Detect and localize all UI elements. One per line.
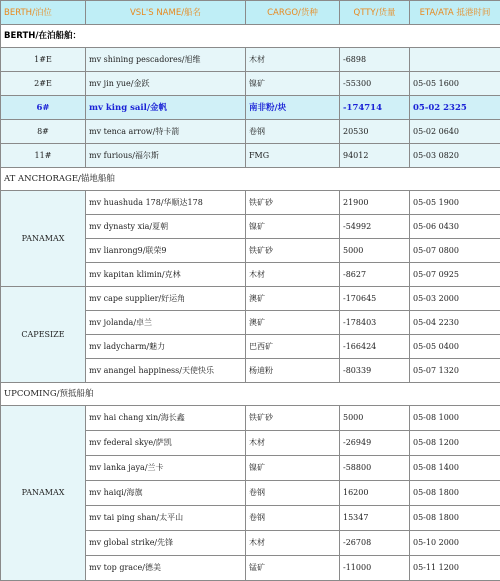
qtty-cell: -174714 [340,96,410,120]
eta-cell: 05-07 1320 [410,359,500,383]
cargo-cell: 锰矿 [246,556,340,581]
vessel-cell: mv shining pescadores/旭维 [86,48,246,72]
header-qtty: QTTY/货量 [340,1,410,25]
cargo-cell: 卷钢 [246,120,340,144]
vessel-cell: mv king sail/金帆 [86,96,246,120]
vessel-cell: mv furious/福尔斯 [86,144,246,168]
header-cargo: CARGO/货种 [246,1,340,25]
header-berth: BERTH/泊位 [1,1,86,25]
cargo-cell: 卷钢 [246,506,340,531]
berth-cell: 2#E [1,72,86,96]
vessel-cell: mv dynasty xia/夏朝 [86,215,246,239]
table-row[interactable] [1,144,500,168]
vessel-cell: mv ladycharm/魅力 [86,335,246,359]
eta-cell: 05-03 0820 [410,144,500,168]
qtty-cell: -55300 [340,72,410,96]
vessel-cell: mv cape supplier/好运角 [86,287,246,311]
eta-cell: 05-05 1600 [410,72,500,96]
cargo-cell: 木材 [246,531,340,556]
table-row[interactable] [1,72,500,96]
table-row[interactable] [1,120,500,144]
qtty-cell: -166424 [340,335,410,359]
header-row [1,1,500,25]
vessel-cell: mv lianrong9/联荣9 [86,239,246,263]
qtty-cell: 5000 [340,406,410,431]
vessel-cell: mv huashuda 178/华顺达178 [86,191,246,215]
cargo-cell: 镍矿 [246,215,340,239]
header-vessel: VSL'S NAME/船名 [86,1,246,25]
group-panamax-upcoming: PANAMAX [1,406,86,581]
eta-cell [410,48,500,72]
eta-cell: 05-06 0430 [410,215,500,239]
qtty-cell: -80339 [340,359,410,383]
vessel-cell: mv tenca arrow/特卡箭 [86,120,246,144]
berth-cell: 11# [1,144,86,168]
table-row[interactable] [1,48,500,72]
vessel-cell: mv global strike/先锋 [86,531,246,556]
table-row[interactable] [1,191,500,215]
vessel-cell: mv anangel happiness/天使快乐 [86,359,246,383]
cargo-cell: 澳矿 [246,287,340,311]
table-row-highlighted[interactable] [1,96,500,120]
vessel-cell: mv jolanda/卓兰 [86,311,246,335]
cargo-cell: 铁矿砂 [246,406,340,431]
qtty-cell: 94012 [340,144,410,168]
cargo-cell: 铁矿砂 [246,191,340,215]
cargo-cell: 卷钢 [246,481,340,506]
vessel-cell: mv kapitan klimin/克林 [86,263,246,287]
vessel-cell: mv tai ping shan/太平山 [86,506,246,531]
qtty-cell: 15347 [340,506,410,531]
qtty-cell: -54992 [340,215,410,239]
cargo-cell: 巴西矿 [246,335,340,359]
table-row[interactable] [1,406,500,431]
eta-cell: 05-08 1800 [410,506,500,531]
qtty-cell: -26708 [340,531,410,556]
qtty-cell: -26949 [340,431,410,456]
qtty-cell: -58800 [340,456,410,481]
header-eta: ETA/ATA 抵港时间 [410,1,500,25]
cargo-cell: 镍矿 [246,72,340,96]
eta-cell: 05-05 0400 [410,335,500,359]
cargo-cell: 木材 [246,431,340,456]
berth-cell: 8# [1,120,86,144]
section-berth-title: BERTH/在泊船舶： [1,25,500,48]
eta-cell: 05-08 1800 [410,481,500,506]
qtty-cell: 21900 [340,191,410,215]
eta-cell: 05-10 2000 [410,531,500,556]
eta-cell: 05-02 0640 [410,120,500,144]
qtty-cell: 20530 [340,120,410,144]
berth-cell: 6# [1,96,86,120]
eta-cell: 05-08 1000 [410,406,500,431]
table-row[interactable] [1,287,500,311]
qtty-cell: -170645 [340,287,410,311]
eta-cell: 05-05 1900 [410,191,500,215]
qtty-cell: -178403 [340,311,410,335]
eta-cell: 05-07 0925 [410,263,500,287]
group-panamax: PANAMAX [1,191,86,287]
cargo-cell: 铁矿砂 [246,239,340,263]
eta-cell: 05-07 0800 [410,239,500,263]
vessel-cell: mv hai chang xin/海长鑫 [86,406,246,431]
group-capesize: CAPESIZE [1,287,86,383]
eta-cell: 05-08 1400 [410,456,500,481]
qtty-cell: 16200 [340,481,410,506]
section-berth [1,25,500,48]
qtty-cell: 5000 [340,239,410,263]
cargo-cell: 木材 [246,263,340,287]
vessel-cell: mv federal skye/萨凯 [86,431,246,456]
eta-cell: 05-03 2000 [410,287,500,311]
section-upcoming [1,383,500,406]
vessel-cell: mv top grace/德美 [86,556,246,581]
eta-cell: 05-02 2325 [410,96,500,120]
section-anchorage [1,168,500,191]
eta-cell: 05-08 1200 [410,431,500,456]
cargo-cell: 澳矿 [246,311,340,335]
vessel-cell: mv haiqi/海旗 [86,481,246,506]
cargo-cell: 杨迪粉 [246,359,340,383]
cargo-cell: 南非粉/块 [246,96,340,120]
eta-cell: 05-11 1200 [410,556,500,581]
section-upcoming-title: UPCOMING/预抵船舶 [1,383,500,406]
cargo-cell: FMG [246,144,340,168]
vessel-cell: mv jin yue/金跃 [86,72,246,96]
berth-cell: 1#E [1,48,86,72]
qtty-cell: -6898 [340,48,410,72]
cargo-cell: 镍矿 [246,456,340,481]
section-anchorage-title: AT ANCHORAGE/锚地船舶 [1,168,500,191]
qtty-cell: -8627 [340,263,410,287]
vessel-cell: mv lanka jaya/兰卡 [86,456,246,481]
qtty-cell: -11000 [340,556,410,581]
eta-cell: 05-04 2230 [410,311,500,335]
cargo-cell: 木材 [246,48,340,72]
